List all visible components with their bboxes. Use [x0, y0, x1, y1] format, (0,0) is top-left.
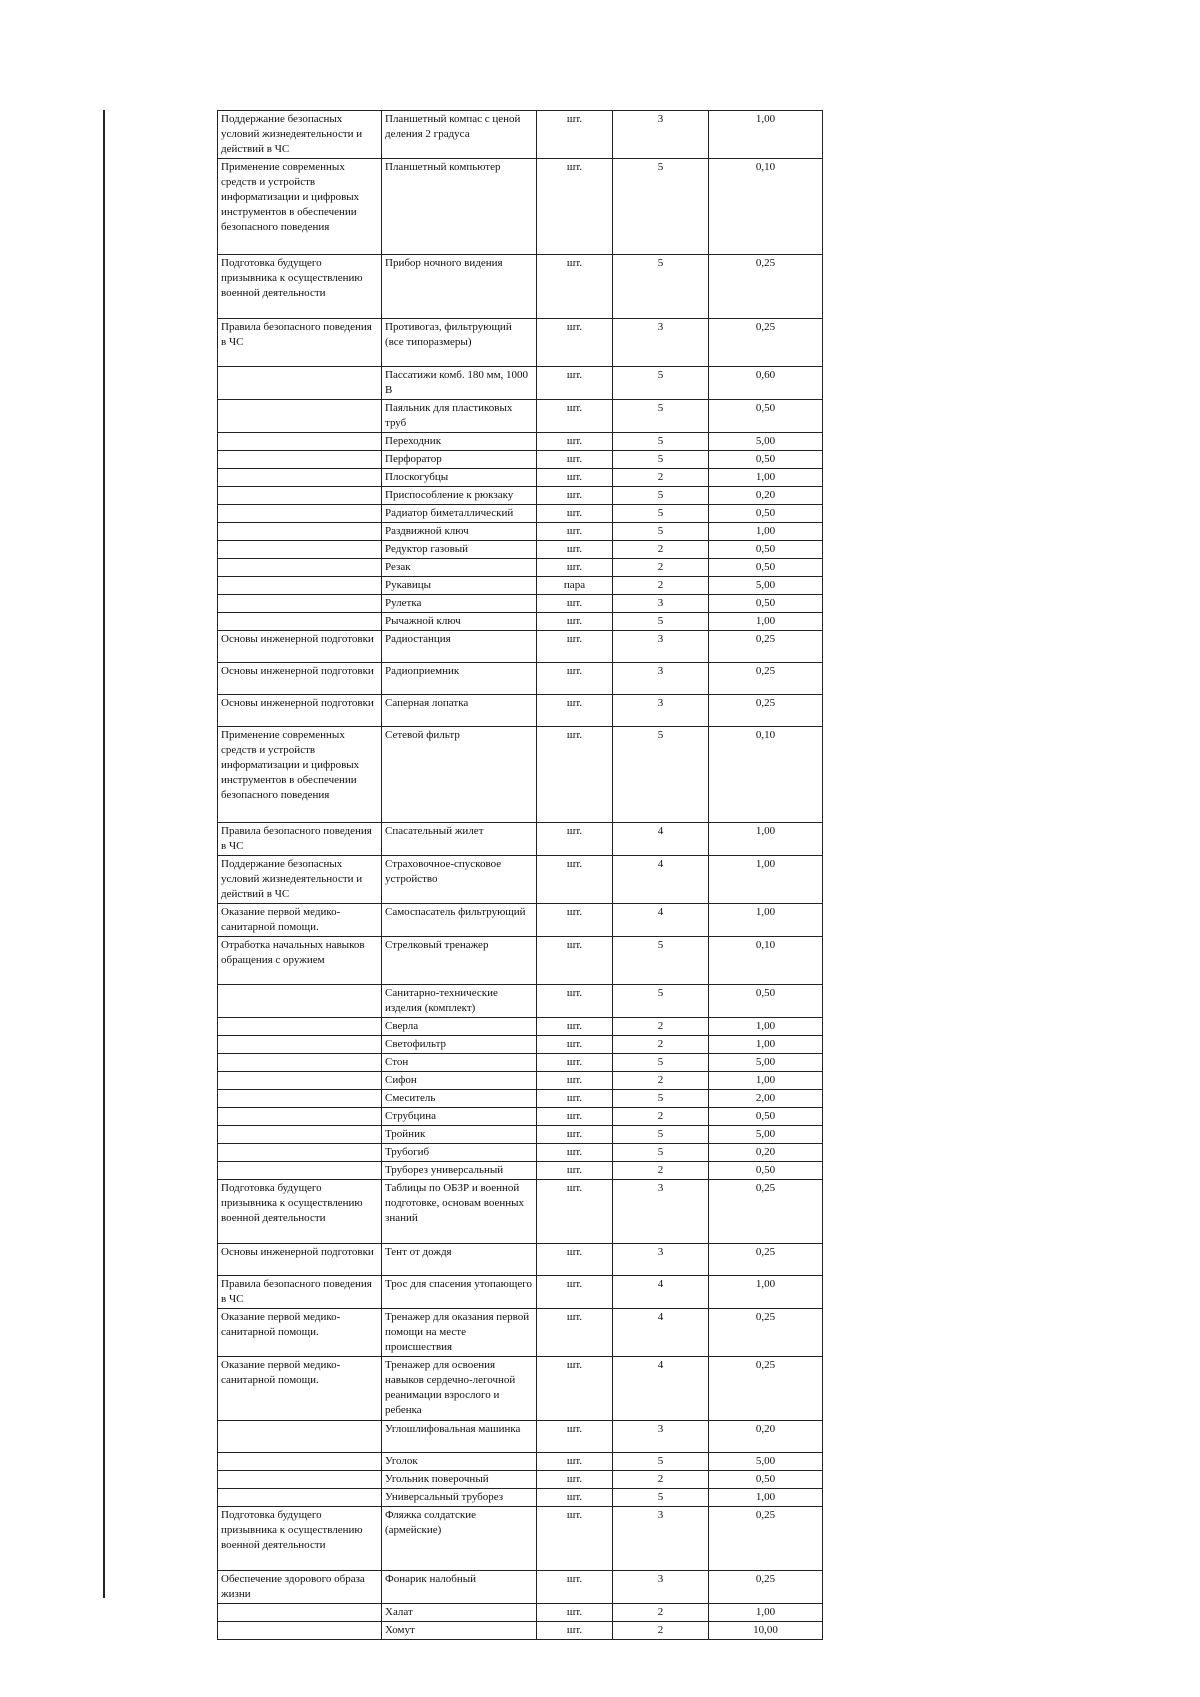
quantity-cell: 4	[613, 904, 709, 937]
quantity-cell: 5	[613, 523, 709, 541]
item-cell: Планшетный компьютер	[382, 159, 537, 255]
unit-cell: шт.	[537, 1471, 613, 1489]
item-cell: Раздвижной ключ	[382, 523, 537, 541]
quantity-cell: 2	[613, 469, 709, 487]
quantity-cell: 5	[613, 1126, 709, 1144]
quantity-cell: 5	[613, 1489, 709, 1507]
norm-cell: 5,00	[709, 577, 823, 595]
table-row	[218, 1453, 823, 1471]
quantity-cell: 5	[613, 255, 709, 319]
unit-cell: шт.	[537, 505, 613, 523]
equipment-table-body	[218, 111, 823, 1640]
topic-cell	[218, 1622, 382, 1640]
unit-cell: шт.	[537, 937, 613, 985]
quantity-cell: 5	[613, 451, 709, 469]
item-cell: Фляжка солдатские (армейские)	[382, 1507, 537, 1571]
quantity-cell: 2	[613, 541, 709, 559]
table-row	[218, 559, 823, 577]
topic-cell: Обеспечение здорового образа жизни	[218, 1571, 382, 1604]
topic-cell: Основы инженерной подготовки	[218, 695, 382, 727]
item-cell: Тренажер для оказания первой помощи на месте происшествия	[382, 1309, 537, 1357]
norm-cell: 1,00	[709, 1489, 823, 1507]
quantity-cell: 4	[613, 823, 709, 856]
table-row	[218, 1357, 823, 1421]
quantity-cell: 5	[613, 1144, 709, 1162]
unit-cell: шт.	[537, 400, 613, 433]
quantity-cell: 5	[613, 985, 709, 1018]
table-row	[218, 469, 823, 487]
quantity-cell: 4	[613, 856, 709, 904]
topic-cell	[218, 1054, 382, 1072]
topic-cell	[218, 1471, 382, 1489]
unit-cell: шт.	[537, 1090, 613, 1108]
item-cell: Светофильтр	[382, 1036, 537, 1054]
topic-cell: Поддержание безопасных условий жизнедеятельности и действий в ЧС	[218, 111, 382, 159]
table-row	[218, 727, 823, 823]
unit-cell: шт.	[537, 319, 613, 367]
topic-cell	[218, 1090, 382, 1108]
topic-cell	[218, 1072, 382, 1090]
topic-cell	[218, 451, 382, 469]
topic-cell: Подготовка будущего призывника к осуществлению военной деятельности	[218, 255, 382, 319]
item-cell: Рукавицы	[382, 577, 537, 595]
item-cell: Хомут	[382, 1622, 537, 1640]
quantity-cell: 5	[613, 159, 709, 255]
item-cell: Трос для спасения утопающего	[382, 1276, 537, 1309]
unit-cell: шт.	[537, 1357, 613, 1421]
table-row	[218, 1090, 823, 1108]
quantity-cell: 5	[613, 487, 709, 505]
topic-cell	[218, 367, 382, 400]
norm-cell: 1,00	[709, 1018, 823, 1036]
table-row	[218, 823, 823, 856]
table-row	[218, 319, 823, 367]
norm-cell: 0,50	[709, 559, 823, 577]
norm-cell: 0,25	[709, 663, 823, 695]
quantity-cell: 2	[613, 1036, 709, 1054]
norm-cell: 0,50	[709, 451, 823, 469]
item-cell: Радиостанция	[382, 631, 537, 663]
table-row	[218, 255, 823, 319]
norm-cell: 1,00	[709, 1604, 823, 1622]
topic-cell	[218, 1489, 382, 1507]
item-cell: Сетевой фильтр	[382, 727, 537, 823]
topic-cell	[218, 1126, 382, 1144]
unit-cell: шт.	[537, 695, 613, 727]
unit-cell: шт.	[537, 1622, 613, 1640]
unit-cell: шт.	[537, 1018, 613, 1036]
table-row	[218, 523, 823, 541]
unit-cell: шт.	[537, 1276, 613, 1309]
table-row	[218, 1162, 823, 1180]
item-cell: Рычажной ключ	[382, 613, 537, 631]
quantity-cell: 5	[613, 1453, 709, 1471]
quantity-cell: 5	[613, 367, 709, 400]
item-cell: Приспособление к рюкзаку	[382, 487, 537, 505]
topic-cell	[218, 541, 382, 559]
topic-cell: Применение современных средств и устройств информатизации и цифровых инструментов в обеспечении безопасного поведения	[218, 159, 382, 255]
table-row	[218, 1036, 823, 1054]
unit-cell: шт.	[537, 823, 613, 856]
topic-cell	[218, 1018, 382, 1036]
norm-cell: 0,50	[709, 595, 823, 613]
table-row	[218, 595, 823, 613]
quantity-cell: 3	[613, 1244, 709, 1276]
table-row	[218, 985, 823, 1018]
norm-cell: 0,25	[709, 1244, 823, 1276]
table-row	[218, 631, 823, 663]
norm-cell: 0,25	[709, 1357, 823, 1421]
table-row	[218, 505, 823, 523]
topic-cell	[218, 1108, 382, 1126]
topic-cell: Основы инженерной подготовки	[218, 663, 382, 695]
item-cell: Тройник	[382, 1126, 537, 1144]
unit-cell: шт.	[537, 1489, 613, 1507]
unit-cell: шт.	[537, 1126, 613, 1144]
item-cell: Планшетный компас с ценой деления 2 градуса	[382, 111, 537, 159]
norm-cell: 0,50	[709, 985, 823, 1018]
table-row	[218, 1507, 823, 1571]
norm-cell: 0,50	[709, 1162, 823, 1180]
equipment-table	[217, 110, 823, 1640]
norm-cell: 0,10	[709, 159, 823, 255]
topic-cell	[218, 613, 382, 631]
topic-cell	[218, 469, 382, 487]
quantity-cell: 5	[613, 505, 709, 523]
quantity-cell: 2	[613, 1072, 709, 1090]
unit-cell: шт.	[537, 1309, 613, 1357]
table-row	[218, 1421, 823, 1453]
item-cell: Перфоратор	[382, 451, 537, 469]
quantity-cell: 2	[613, 1471, 709, 1489]
table-row	[218, 1471, 823, 1489]
unit-cell: шт.	[537, 1108, 613, 1126]
unit-cell: шт.	[537, 1507, 613, 1571]
norm-cell: 5,00	[709, 1453, 823, 1471]
norm-cell: 0,50	[709, 1108, 823, 1126]
item-cell: Паяльник для пластиковых труб	[382, 400, 537, 433]
item-cell: Тент от дождя	[382, 1244, 537, 1276]
norm-cell: 0,50	[709, 541, 823, 559]
topic-cell	[218, 487, 382, 505]
unit-cell: шт.	[537, 541, 613, 559]
topic-cell	[218, 985, 382, 1018]
topic-cell	[218, 433, 382, 451]
item-cell: Сверла	[382, 1018, 537, 1036]
unit-cell: пара	[537, 577, 613, 595]
norm-cell: 0,25	[709, 1571, 823, 1604]
unit-cell: шт.	[537, 487, 613, 505]
topic-cell: Поддержание безопасных условий жизнедеятельности и действий в ЧС	[218, 856, 382, 904]
table-row	[218, 1604, 823, 1622]
unit-cell: шт.	[537, 856, 613, 904]
topic-cell	[218, 559, 382, 577]
unit-cell: шт.	[537, 1036, 613, 1054]
item-cell: Смеситель	[382, 1090, 537, 1108]
table-row	[218, 577, 823, 595]
unit-cell: шт.	[537, 1180, 613, 1244]
table-row	[218, 487, 823, 505]
item-cell: Труборез универсальный	[382, 1162, 537, 1180]
left-margin-line	[103, 110, 105, 1598]
norm-cell: 0,10	[709, 727, 823, 823]
quantity-cell: 5	[613, 937, 709, 985]
norm-cell: 5,00	[709, 1054, 823, 1072]
item-cell: Уголок	[382, 1453, 537, 1471]
norm-cell: 0,25	[709, 1180, 823, 1244]
table-row	[218, 1180, 823, 1244]
item-cell: Плоскогубцы	[382, 469, 537, 487]
table-row	[218, 1018, 823, 1036]
topic-cell: Подготовка будущего призывника к осуществлению военной деятельности	[218, 1180, 382, 1244]
unit-cell: шт.	[537, 613, 613, 631]
item-cell: Санитарно-технические изделия (комплект)	[382, 985, 537, 1018]
norm-cell: 5,00	[709, 433, 823, 451]
item-cell: Редуктор газовый	[382, 541, 537, 559]
item-cell: Таблицы по ОБЗР и военной подготовке, основам военных знаний	[382, 1180, 537, 1244]
topic-cell	[218, 523, 382, 541]
quantity-cell: 5	[613, 613, 709, 631]
quantity-cell: 5	[613, 727, 709, 823]
unit-cell: шт.	[537, 727, 613, 823]
quantity-cell: 4	[613, 1357, 709, 1421]
topic-cell	[218, 1453, 382, 1471]
table-row	[218, 663, 823, 695]
norm-cell: 1,00	[709, 613, 823, 631]
unit-cell: шт.	[537, 1054, 613, 1072]
norm-cell: 5,00	[709, 1126, 823, 1144]
item-cell: Струбцина	[382, 1108, 537, 1126]
item-cell: Прибор ночного видения	[382, 255, 537, 319]
quantity-cell: 4	[613, 1309, 709, 1357]
norm-cell: 1,00	[709, 1036, 823, 1054]
topic-cell: Оказание первой медико-санитарной помощи.	[218, 904, 382, 937]
unit-cell: шт.	[537, 595, 613, 613]
norm-cell: 10,00	[709, 1622, 823, 1640]
unit-cell: шт.	[537, 663, 613, 695]
norm-cell: 1,00	[709, 469, 823, 487]
topic-cell: Применение современных средств и устройств информатизации и цифровых инструментов в обеспечении безопасного поведения	[218, 727, 382, 823]
item-cell: Радиатор биметаллический	[382, 505, 537, 523]
topic-cell	[218, 577, 382, 595]
quantity-cell: 3	[613, 1421, 709, 1453]
quantity-cell: 3	[613, 1571, 709, 1604]
table-row	[218, 111, 823, 159]
unit-cell: шт.	[537, 451, 613, 469]
item-cell: Самоспасатель фильтрующий	[382, 904, 537, 937]
table-row	[218, 541, 823, 559]
table-row	[218, 1072, 823, 1090]
table-row	[218, 1054, 823, 1072]
item-cell: Спасательный жилет	[382, 823, 537, 856]
item-cell: Тренажер для освоения навыков сердечно-легочной реанимации взрослого и ребенка	[382, 1357, 537, 1421]
quantity-cell: 2	[613, 559, 709, 577]
item-cell: Фонарик налобный	[382, 1571, 537, 1604]
quantity-cell: 3	[613, 111, 709, 159]
topic-cell: Оказание первой медико-санитарной помощи.	[218, 1357, 382, 1421]
norm-cell: 1,00	[709, 111, 823, 159]
norm-cell: 1,00	[709, 1072, 823, 1090]
unit-cell: шт.	[537, 1571, 613, 1604]
unit-cell: шт.	[537, 111, 613, 159]
topic-cell	[218, 1036, 382, 1054]
table-row	[218, 1276, 823, 1309]
topic-cell: Основы инженерной подготовки	[218, 631, 382, 663]
norm-cell: 0,50	[709, 505, 823, 523]
topic-cell	[218, 1162, 382, 1180]
norm-cell: 1,00	[709, 904, 823, 937]
quantity-cell: 2	[613, 1622, 709, 1640]
item-cell: Стрелковый тренажер	[382, 937, 537, 985]
unit-cell: шт.	[537, 1244, 613, 1276]
item-cell: Сифон	[382, 1072, 537, 1090]
topic-cell	[218, 1144, 382, 1162]
norm-cell: 0,10	[709, 937, 823, 985]
unit-cell: шт.	[537, 255, 613, 319]
item-cell: Стон	[382, 1054, 537, 1072]
topic-cell: Правила безопасного поведения в ЧС	[218, 1276, 382, 1309]
unit-cell: шт.	[537, 1072, 613, 1090]
quantity-cell: 5	[613, 1090, 709, 1108]
norm-cell: 0,25	[709, 695, 823, 727]
item-cell: Переходник	[382, 433, 537, 451]
table-row	[218, 904, 823, 937]
table-row	[218, 613, 823, 631]
topic-cell	[218, 400, 382, 433]
unit-cell: шт.	[537, 1453, 613, 1471]
topic-cell: Основы инженерной подготовки	[218, 1244, 382, 1276]
item-cell: Трубогиб	[382, 1144, 537, 1162]
quantity-cell: 4	[613, 1276, 709, 1309]
topic-cell	[218, 1421, 382, 1453]
quantity-cell: 2	[613, 1162, 709, 1180]
norm-cell: 0,25	[709, 1507, 823, 1571]
table-row	[218, 451, 823, 469]
unit-cell: шт.	[537, 631, 613, 663]
quantity-cell: 2	[613, 577, 709, 595]
unit-cell: шт.	[537, 433, 613, 451]
norm-cell: 0,50	[709, 400, 823, 433]
norm-cell: 0,25	[709, 319, 823, 367]
quantity-cell: 5	[613, 1054, 709, 1072]
table-row	[218, 1622, 823, 1640]
unit-cell: шт.	[537, 523, 613, 541]
unit-cell: шт.	[537, 985, 613, 1018]
topic-cell	[218, 505, 382, 523]
quantity-cell: 3	[613, 631, 709, 663]
norm-cell: 0,20	[709, 487, 823, 505]
table-row	[218, 1244, 823, 1276]
table-row	[218, 367, 823, 400]
topic-cell	[218, 1604, 382, 1622]
quantity-cell: 3	[613, 695, 709, 727]
item-cell: Халат	[382, 1604, 537, 1622]
quantity-cell: 3	[613, 595, 709, 613]
table-row	[218, 159, 823, 255]
table-row	[218, 400, 823, 433]
unit-cell: шт.	[537, 367, 613, 400]
item-cell: Рулетка	[382, 595, 537, 613]
unit-cell: шт.	[537, 904, 613, 937]
table-row	[218, 856, 823, 904]
topic-cell: Оказание первой медико-санитарной помощи.	[218, 1309, 382, 1357]
quantity-cell: 2	[613, 1604, 709, 1622]
norm-cell: 1,00	[709, 523, 823, 541]
item-cell: Угольник поверочный	[382, 1471, 537, 1489]
norm-cell: 0,25	[709, 1309, 823, 1357]
table-row	[218, 1309, 823, 1357]
unit-cell: шт.	[537, 1421, 613, 1453]
item-cell: Саперная лопатка	[382, 695, 537, 727]
item-cell: Радиоприемник	[382, 663, 537, 695]
item-cell: Страховочное-спусковое устройство	[382, 856, 537, 904]
norm-cell: 0,60	[709, 367, 823, 400]
norm-cell: 1,00	[709, 856, 823, 904]
quantity-cell: 2	[613, 1018, 709, 1036]
table-row	[218, 1571, 823, 1604]
item-cell: Противогаз, фильтрующий (все типоразмеры)	[382, 319, 537, 367]
topic-cell: Правила безопасного поведения в ЧС	[218, 319, 382, 367]
unit-cell: шт.	[537, 559, 613, 577]
quantity-cell: 5	[613, 400, 709, 433]
norm-cell: 0,50	[709, 1471, 823, 1489]
topic-cell	[218, 595, 382, 613]
topic-cell: Подготовка будущего призывника к осуществлению военной деятельности	[218, 1507, 382, 1571]
norm-cell: 0,20	[709, 1421, 823, 1453]
topic-cell: Правила безопасного поведения в ЧС	[218, 823, 382, 856]
table-row	[218, 937, 823, 985]
norm-cell: 1,00	[709, 823, 823, 856]
quantity-cell: 5	[613, 433, 709, 451]
table-row	[218, 1108, 823, 1126]
unit-cell: шт.	[537, 469, 613, 487]
quantity-cell: 3	[613, 663, 709, 695]
norm-cell: 0,20	[709, 1144, 823, 1162]
quantity-cell: 3	[613, 1507, 709, 1571]
unit-cell: шт.	[537, 1162, 613, 1180]
table-row	[218, 1489, 823, 1507]
unit-cell: шт.	[537, 159, 613, 255]
table-row	[218, 1126, 823, 1144]
table-row	[218, 1144, 823, 1162]
quantity-cell: 3	[613, 1180, 709, 1244]
item-cell: Пассатижи комб. 180 мм, 1000 В	[382, 367, 537, 400]
norm-cell: 0,25	[709, 631, 823, 663]
item-cell: Углошлифовальная машинка	[382, 1421, 537, 1453]
quantity-cell: 3	[613, 319, 709, 367]
table-row	[218, 695, 823, 727]
unit-cell: шт.	[537, 1144, 613, 1162]
item-cell: Универсальный труборез	[382, 1489, 537, 1507]
norm-cell: 2,00	[709, 1090, 823, 1108]
unit-cell: шт.	[537, 1604, 613, 1622]
topic-cell: Отработка начальных навыков обращения с оружием	[218, 937, 382, 985]
norm-cell: 1,00	[709, 1276, 823, 1309]
quantity-cell: 2	[613, 1108, 709, 1126]
norm-cell: 0,25	[709, 255, 823, 319]
item-cell: Резак	[382, 559, 537, 577]
table-row	[218, 433, 823, 451]
